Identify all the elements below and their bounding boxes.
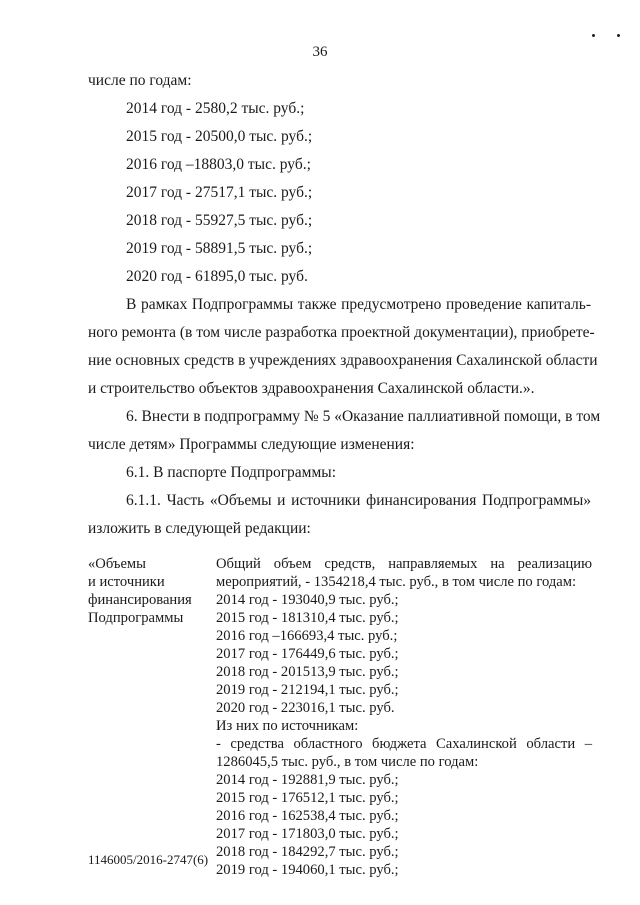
- year-line: 2015 год - 20500,0 тыс. руб.;: [126, 128, 313, 145]
- year-line: 2016 год –18803,0 тыс. руб.;: [126, 156, 311, 173]
- paragraph-line: изложить в следующей редакции:: [88, 520, 311, 537]
- paragraph-line: В рамках Подпрограммы также предусмотрено проведение капиталь-: [126, 296, 591, 313]
- table-right-line: 2019 год - 212194,1 тыс. руб.;: [216, 682, 399, 698]
- table-right-line: 2014 год - 192881,9 тыс. руб.;: [216, 772, 399, 788]
- table-right-line: мероприятий, - 1354218,4 тыс. руб., в том числе по годам:: [216, 574, 577, 590]
- table-right-line: 2016 год - 162538,4 тыс. руб.;: [216, 808, 399, 824]
- table-right-line: 2017 год - 171803,0 тыс. руб.;: [216, 826, 399, 842]
- paragraph-line: ного ремонта (в том числе разработка проектной документации), приобрете-: [88, 324, 595, 341]
- table-right-line: 2018 год - 201513,9 тыс. руб.;: [216, 664, 399, 680]
- paragraph-line: числе детям» Программы следующие изменения:: [88, 436, 415, 453]
- table-right-line: 2015 год - 181310,4 тыс. руб.;: [216, 610, 399, 626]
- table-left-line: Подпрограммы: [88, 610, 184, 626]
- table-right-line: Из них по источникам:: [216, 718, 359, 734]
- table-right-line: 2015 год - 176512,1 тыс. руб.;: [216, 790, 399, 806]
- table-right-line: 2019 год - 194060,1 тыс. руб.;: [216, 862, 399, 878]
- table-right-line: 1286045,5 тыс. руб., в том числе по годам:: [216, 754, 479, 770]
- paragraph-line: 6. Внести в подпрограмму № 5 «Оказание паллиативной помощи, в том: [126, 408, 601, 425]
- scan-dot: [592, 34, 595, 37]
- table-right-line: 2018 год - 184292,7 тыс. руб.;: [216, 844, 399, 860]
- year-line: 2014 год - 2580,2 тыс. руб.;: [126, 100, 305, 117]
- table-right-line: - средства областного бюджета Сахалинской области –: [216, 736, 592, 752]
- table-left-line: «Объемы: [88, 556, 146, 572]
- paragraph-line: ние основных средств в учреждениях здравоохранения Сахалинской области: [88, 352, 598, 369]
- page-number: 36: [312, 44, 328, 60]
- paragraph-line: и строительство объектов здравоохранения Сахалинской области.».: [88, 380, 535, 397]
- year-line: 2020 год - 61895,0 тыс. руб.: [126, 268, 308, 285]
- table-right-line: 2016 год –166693,4 тыс. руб.;: [216, 628, 398, 644]
- year-line: 2017 год - 27517,1 тыс. руб.;: [126, 184, 313, 201]
- paragraph-line: 6.1. В паспорте Подпрограммы:: [126, 464, 337, 481]
- document-footer-code: 1146005/2016-2747(6): [88, 852, 209, 867]
- year-line: 2019 год - 58891,5 тыс. руб.;: [126, 240, 313, 257]
- paragraph-line: 6.1.1. Часть «Объемы и источники финансирования Подпрограммы»: [126, 492, 591, 509]
- table-right-line: 2014 год - 193040,9 тыс. руб.;: [216, 592, 399, 608]
- year-line: 2018 год - 55927,5 тыс. руб.;: [126, 212, 313, 229]
- scan-dot: [617, 34, 620, 37]
- table-left-line: и источники: [88, 574, 165, 590]
- text-line: числе по годам:: [88, 72, 192, 89]
- table-right-line: 2020 год - 223016,1 тыс. руб.: [216, 700, 395, 716]
- table-left-line: финансирования: [88, 592, 192, 608]
- table-right-line: Общий объем средств, направляемых на реализацию: [216, 556, 592, 572]
- table-right-line: 2017 год - 176449,6 тыс. руб.;: [216, 646, 399, 662]
